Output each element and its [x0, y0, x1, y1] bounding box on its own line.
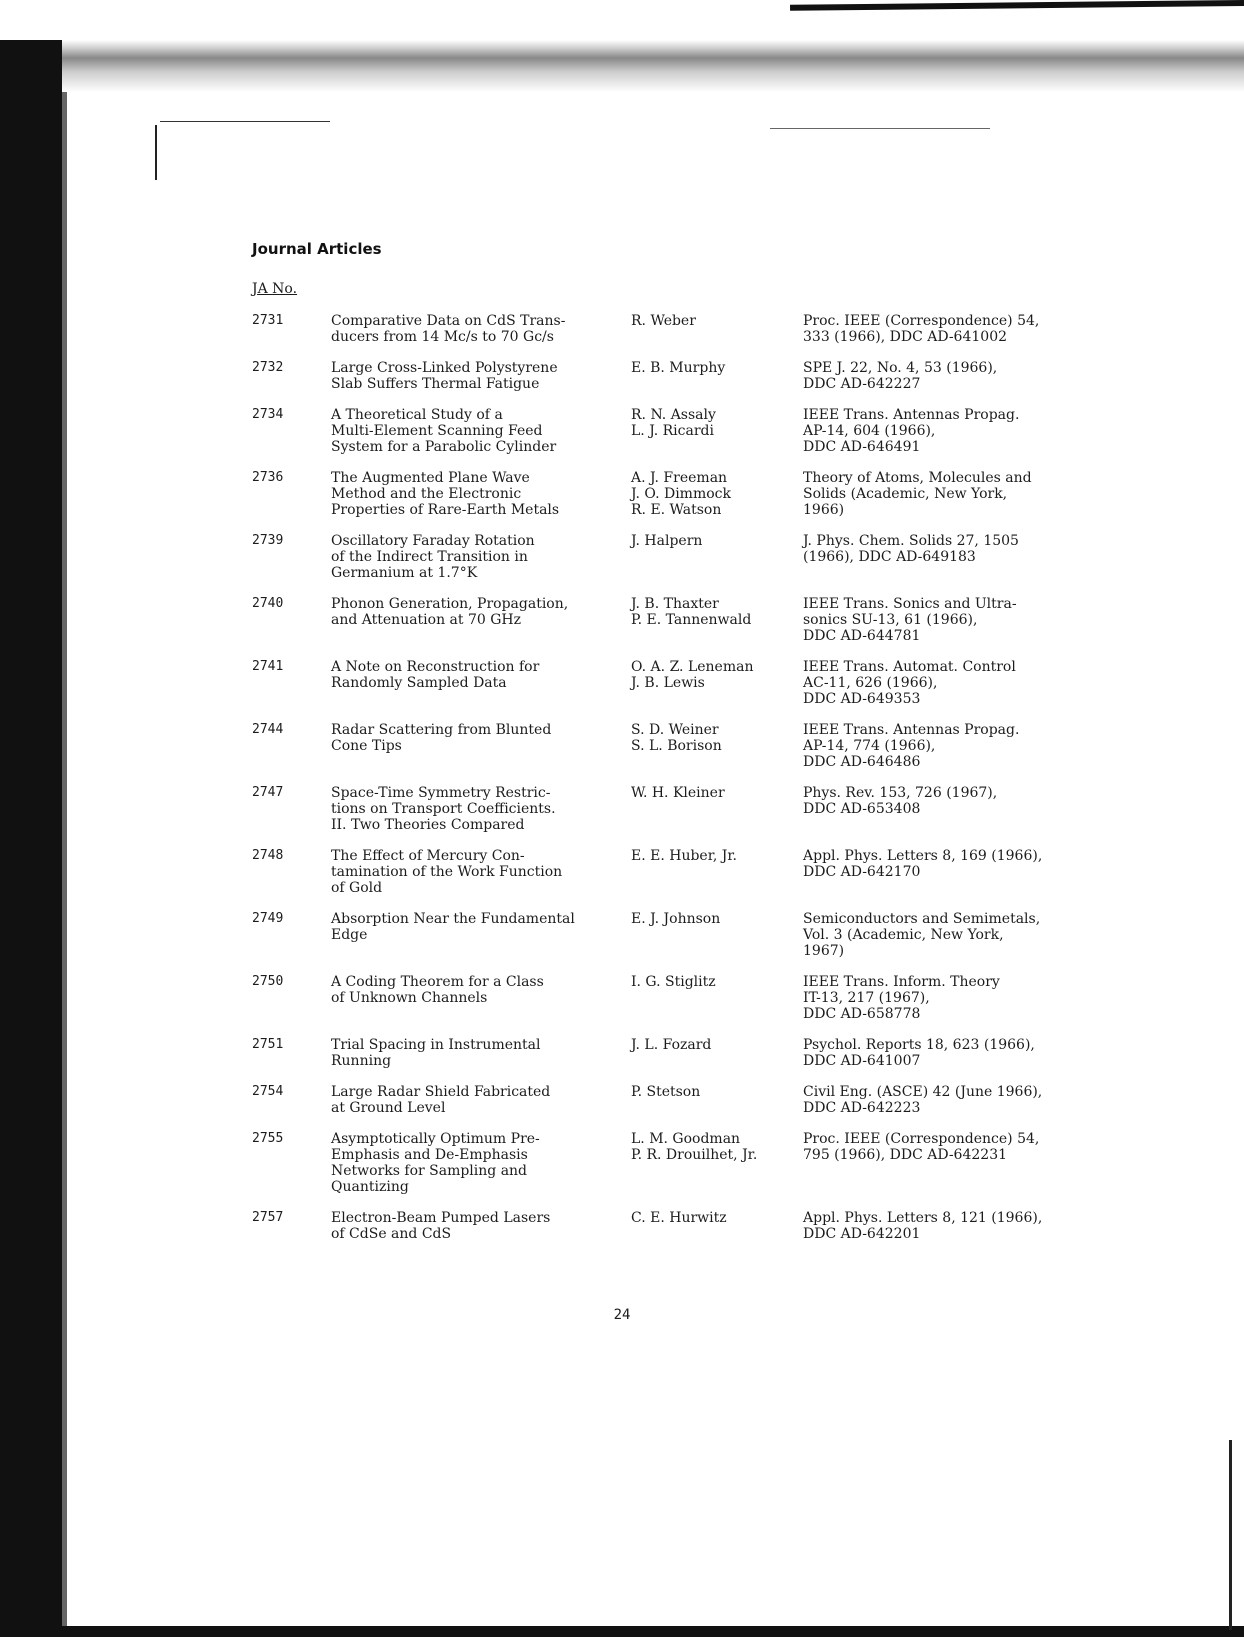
article-title-line: tions on Transport Coefficients.	[331, 801, 556, 817]
article-authors	[631, 1084, 803, 1100]
article-authors-line: J. L. Fozard	[631, 1037, 712, 1053]
article-title-line: Asymptotically Optimum Pre-	[331, 1131, 540, 1147]
article-authors-line: P. E. Tannenwald	[631, 612, 752, 628]
journal-article-entry	[252, 785, 1102, 833]
article-title	[331, 360, 631, 392]
scan-border-top	[62, 0, 1244, 92]
article-reference-line: IEEE Trans. Antennas Propag.	[803, 722, 1020, 738]
article-title-line: of Unknown Channels	[331, 990, 488, 1006]
article-reference-line: SPE J. 22, No. 4, 53 (1966),	[803, 360, 998, 376]
scan-border-left	[0, 40, 62, 1637]
article-title-line: A Coding Theorem for a Class	[331, 974, 544, 990]
article-title-line: of the Indirect Transition in	[331, 549, 528, 565]
article-reference	[803, 1131, 1088, 1163]
article-reference-line: Semiconductors and Semimetals,	[803, 911, 1041, 927]
article-reference-line: sonics SU-13, 61 (1966),	[803, 612, 978, 628]
article-title-line: Properties of Rare-Earth Metals	[331, 502, 560, 518]
article-reference-line: DDC AD-658778	[803, 1006, 921, 1022]
article-title	[331, 911, 631, 943]
ja-number: 2755	[252, 1131, 284, 1146]
article-authors	[631, 1210, 803, 1226]
article-authors-line: S. L. Borison	[631, 738, 722, 754]
journal-article-entry	[252, 722, 1102, 770]
article-authors-line: R. Weber	[631, 313, 696, 329]
ja-number: 2736	[252, 470, 284, 485]
article-reference	[803, 470, 1088, 518]
article-reference-line: 1966)	[803, 502, 845, 518]
article-title-line: Comparative Data on CdS Trans-	[331, 313, 566, 329]
ja-number: 2751	[252, 1037, 284, 1052]
article-title-line: Trial Spacing in Instrumental	[331, 1037, 541, 1053]
article-authors	[631, 722, 803, 754]
article-authors	[631, 1131, 803, 1163]
ja-number: 2732	[252, 360, 284, 375]
article-title-line: of CdSe and CdS	[331, 1226, 452, 1242]
article-authors-line: W. H. Kleiner	[631, 785, 725, 801]
article-authors-line: C. E. Hurwitz	[631, 1210, 727, 1226]
article-title	[331, 659, 631, 691]
article-reference-line: 333 (1966), DDC AD-641002	[803, 329, 1008, 345]
article-reference	[803, 848, 1088, 880]
article-title-line: tamination of the Work Function	[331, 864, 563, 880]
article-title-line: at Ground Level	[331, 1100, 446, 1116]
ja-number: 2750	[252, 974, 284, 989]
journal-article-entry	[252, 470, 1102, 518]
article-title	[331, 470, 631, 518]
article-authors-line: J. O. Dimmock	[631, 486, 731, 502]
article-reference-line: DDC AD-642170	[803, 864, 921, 880]
scan-border-bottom	[0, 1626, 1244, 1637]
ja-number: 2744	[252, 722, 284, 737]
article-authors-line: E. E. Huber, Jr.	[631, 848, 737, 864]
ja-number: 2731	[252, 313, 284, 328]
journal-article-entry	[252, 974, 1102, 1022]
article-reference	[803, 407, 1088, 455]
article-reference-line: Appl. Phys. Letters 8, 121 (1966),	[803, 1210, 1043, 1226]
article-title-line: A Theoretical Study of a	[331, 407, 503, 423]
article-authors	[631, 470, 803, 518]
article-reference-line: Vol. 3 (Academic, New York,	[803, 927, 1004, 943]
ja-number: 2748	[252, 848, 284, 863]
article-reference-line: IEEE Trans. Inform. Theory	[803, 974, 1000, 990]
article-reference	[803, 1210, 1088, 1242]
article-reference-line: Psychol. Reports 18, 623 (1966),	[803, 1037, 1035, 1053]
article-title	[331, 1131, 631, 1195]
scan-border-left-edge	[62, 60, 67, 1630]
article-title-line: Quantizing	[331, 1179, 409, 1195]
ja-number: 2741	[252, 659, 284, 674]
article-reference-line: (1966), DDC AD-649183	[803, 549, 976, 565]
article-title	[331, 1210, 631, 1242]
article-authors	[631, 407, 803, 439]
journal-article-entry	[252, 1084, 1102, 1116]
article-authors	[631, 533, 803, 549]
article-authors	[631, 974, 803, 990]
article-reference-line: DDC AD-644781	[803, 628, 921, 644]
ja-number: 2749	[252, 911, 284, 926]
article-authors	[631, 911, 803, 927]
article-reference-line: IEEE Trans. Antennas Propag.	[803, 407, 1020, 423]
article-title-line: II. Two Theories Compared	[331, 817, 525, 833]
scan-rule	[160, 121, 330, 122]
article-reference-line: DDC AD-646491	[803, 439, 921, 455]
ja-number: 2740	[252, 596, 284, 611]
article-title	[331, 596, 631, 628]
article-authors-line: A. J. Freeman	[631, 470, 728, 486]
article-title-line: Large Cross-Linked Polystyrene	[331, 360, 558, 376]
article-title	[331, 533, 631, 581]
article-authors	[631, 785, 803, 801]
article-reference	[803, 533, 1088, 565]
article-reference-line: 1967)	[803, 943, 845, 959]
article-title-line: Randomly Sampled Data	[331, 675, 507, 691]
journal-article-entry	[252, 1210, 1102, 1242]
journal-article-entry	[252, 360, 1102, 392]
article-reference	[803, 1037, 1088, 1069]
article-title	[331, 785, 631, 833]
ja-number: 2734	[252, 407, 284, 422]
article-title-line: ducers from 14 Mc/s to 70 Gc/s	[331, 329, 554, 345]
article-authors-line: J. Halpern	[631, 533, 703, 549]
article-reference-line: AC-11, 626 (1966),	[803, 675, 938, 691]
page-number: 24	[613, 1307, 631, 1323]
journal-article-list	[252, 313, 1102, 1257]
journal-article-entry	[252, 313, 1102, 345]
article-title-line: Phonon Generation, Propagation,	[331, 596, 569, 612]
article-reference-line: Appl. Phys. Letters 8, 169 (1966),	[803, 848, 1043, 864]
scan-mark	[155, 125, 157, 180]
article-title-line: Radar Scattering from Blunted	[331, 722, 552, 738]
ja-number: 2754	[252, 1084, 284, 1099]
article-title-line: Method and the Electronic	[331, 486, 522, 502]
journal-article-entry	[252, 1037, 1102, 1069]
article-authors-line: O. A. Z. Leneman	[631, 659, 754, 675]
article-reference-line: DDC AD-642201	[803, 1226, 921, 1242]
article-reference-line: DDC AD-649353	[803, 691, 921, 707]
article-title	[331, 407, 631, 455]
article-reference-line: AP-14, 774 (1966),	[803, 738, 936, 754]
journal-article-entry	[252, 407, 1102, 455]
article-title-line: Absorption Near the Fundamental	[331, 911, 575, 927]
article-reference-line: IT-13, 217 (1967),	[803, 990, 930, 1006]
article-title-line: Space-Time Symmetry Restric-	[331, 785, 551, 801]
article-title	[331, 1084, 631, 1116]
article-title	[331, 1037, 631, 1069]
journal-article-entry	[252, 848, 1102, 896]
article-reference-line: DDC AD-641007	[803, 1053, 921, 1069]
journal-article-entry	[252, 1131, 1102, 1195]
article-title	[331, 313, 631, 345]
article-title-line: and Attenuation at 70 GHz	[331, 612, 522, 628]
article-title-line: Large Radar Shield Fabricated	[331, 1084, 551, 1100]
article-title-line: Edge	[331, 927, 368, 943]
article-reference-line: DDC AD-646486	[803, 754, 921, 770]
article-title-line: of Gold	[331, 880, 383, 896]
column-header-ja-no: JA No.	[252, 281, 298, 297]
journal-article-entry	[252, 533, 1102, 581]
article-authors	[631, 313, 803, 329]
article-authors	[631, 360, 803, 376]
journal-article-entry	[252, 659, 1102, 707]
article-title-line: Networks for Sampling and	[331, 1163, 528, 1179]
article-authors	[631, 848, 803, 864]
ja-number: 2757	[252, 1210, 284, 1225]
article-reference-line: DDC AD-653408	[803, 801, 921, 817]
article-reference	[803, 596, 1088, 644]
article-reference-line: AP-14, 604 (1966),	[803, 423, 936, 439]
scan-rule	[770, 128, 990, 129]
article-authors	[631, 596, 803, 628]
article-reference-line: DDC AD-642227	[803, 376, 921, 392]
scan-border-right	[1229, 1440, 1232, 1630]
article-title	[331, 848, 631, 896]
article-reference-line: Solids (Academic, New York,	[803, 486, 1008, 502]
article-reference	[803, 659, 1088, 707]
article-title-line: Cone Tips	[331, 738, 402, 754]
article-authors-line: R. N. Assaly	[631, 407, 716, 423]
article-authors-line: P. R. Drouilhet, Jr.	[631, 1147, 758, 1163]
article-reference-line: J. Phys. Chem. Solids 27, 1505	[803, 533, 1019, 549]
article-title-line: Multi-Element Scanning Feed	[331, 423, 543, 439]
article-title	[331, 722, 631, 754]
article-title-line: System for a Parabolic Cylinder	[331, 439, 557, 455]
article-reference	[803, 785, 1088, 817]
article-title-line: Slab Suffers Thermal Fatigue	[331, 376, 540, 392]
journal-article-entry	[252, 911, 1102, 959]
article-reference-line: Phys. Rev. 153, 726 (1967),	[803, 785, 998, 801]
article-title-line: Emphasis and De-Emphasis	[331, 1147, 528, 1163]
article-title-line: Oscillatory Faraday Rotation	[331, 533, 535, 549]
article-authors-line: J. B. Lewis	[631, 675, 705, 691]
article-title-line: Electron-Beam Pumped Lasers	[331, 1210, 551, 1226]
article-authors-line: S. D. Weiner	[631, 722, 719, 738]
article-authors-line: P. Stetson	[631, 1084, 701, 1100]
section-heading: Journal Articles	[252, 240, 382, 258]
article-reference-line: 795 (1966), DDC AD-642231	[803, 1147, 1008, 1163]
article-reference-line: IEEE Trans. Automat. Control	[803, 659, 1016, 675]
article-title-line: A Note on Reconstruction for	[331, 659, 540, 675]
ja-number: 2739	[252, 533, 284, 548]
article-reference-line: DDC AD-642223	[803, 1100, 921, 1116]
article-reference-line: Theory of Atoms, Molecules and	[803, 470, 1032, 486]
article-authors-line: R. E. Watson	[631, 502, 722, 518]
article-title-line: Running	[331, 1053, 392, 1069]
article-authors-line: L. J. Ricardi	[631, 423, 714, 439]
article-title-line: Germanium at 1.7°K	[331, 565, 478, 581]
article-reference	[803, 911, 1088, 959]
article-authors-line: J. B. Thaxter	[631, 596, 719, 612]
article-authors	[631, 1037, 803, 1053]
article-reference	[803, 974, 1088, 1022]
journal-article-entry	[252, 596, 1102, 644]
article-reference-line: Proc. IEEE (Correspondence) 54,	[803, 1131, 1040, 1147]
article-authors-line: L. M. Goodman	[631, 1131, 741, 1147]
article-title-line: The Effect of Mercury Con-	[331, 848, 525, 864]
article-reference-line: Proc. IEEE (Correspondence) 54,	[803, 313, 1040, 329]
article-reference	[803, 1084, 1088, 1116]
article-reference	[803, 360, 1088, 392]
article-authors-line: E. J. Johnson	[631, 911, 721, 927]
article-reference	[803, 722, 1088, 770]
article-reference	[803, 313, 1088, 345]
article-authors	[631, 659, 803, 691]
article-authors-line: I. G. Stiglitz	[631, 974, 716, 990]
article-reference-line: IEEE Trans. Sonics and Ultra-	[803, 596, 1017, 612]
article-authors-line: E. B. Murphy	[631, 360, 726, 376]
ja-number: 2747	[252, 785, 284, 800]
article-title-line: The Augmented Plane Wave	[331, 470, 530, 486]
article-reference-line: Civil Eng. (ASCE) 42 (June 1966),	[803, 1084, 1043, 1100]
article-title	[331, 974, 631, 1006]
